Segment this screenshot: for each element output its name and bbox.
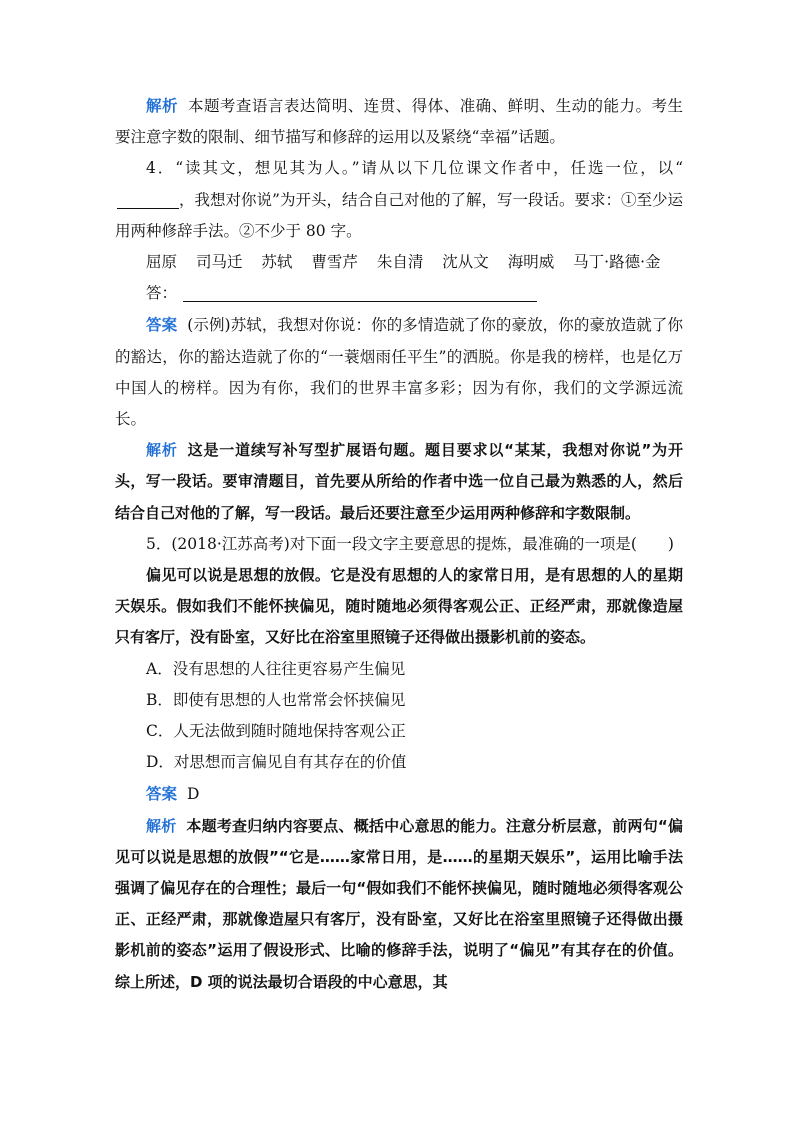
question-4-stem: 4．“读其文，想见其为人。”请从以下几位课文作者中，任选一位，以“，我想对你说”为开头，结合自己对他的了解，写一段话。要求：①至少运用两种修辞手法。②不少于 80 字。	[115, 159, 683, 240]
author-item: 海明威	[507, 253, 555, 272]
answer-label: 答案	[146, 315, 178, 335]
fill-blank	[117, 190, 179, 209]
answer-label: 答案	[146, 784, 178, 804]
option-c: C．人无法做到随时随地保持客观公正	[146, 722, 406, 741]
author-item: 沈从文	[442, 253, 489, 272]
answer-text: D	[187, 785, 200, 804]
author-item: 朱自清	[376, 253, 424, 272]
answer-text: (示例)苏轼，我想对你说：你的多情造就了你的豪放，你的豪放造就了你的豁达，你的豁达造就了你的“一蓑烟雨任平生”的洒脱。你是我的榜样，也是亿万中国人的榜样。因为有你，我们的世界丰富多彩；因为有你，我们的文学源远流长。	[115, 316, 683, 429]
option-d: D．对思想而言偏见自有其存在的价值	[146, 753, 407, 772]
analysis-paragraph-q5	[115, 811, 683, 998]
analysis-text: 本题考查归纳内容要点、概括中心意思的能力。注意分析层意，前两句“偏见可以说是思想的放假”“它是……家常日用，是……的星期天娱乐”，运用比喻手法强调了偏见存在的合理性；最后一句“假如我们不能怀挟偏见，随时随地必须得客观公正、正经严肃，那就像造屋只有客厅，没有卧室，又好比在浴室里照镜子还得做出摄影机前的姿态”运用了假设形式、比喻的修辞手法，说明了“偏见”有其存在的价值。综上所述，D 项的说法最切合语段的中心意思，其	[115, 816, 683, 991]
option-a: A．没有思想的人往往更容易产生偏见	[146, 659, 406, 678]
author-item: 苏轼	[261, 253, 293, 272]
author-list	[115, 247, 683, 278]
question-5-passage: 偏见可以说是思想的放假。它是没有思想的人的家常日用，是有思想的人的星期天娱乐。假如我们不能怀挟偏见，随时随地必须得客观公正、正经严肃，那就像造屋只有客厅，没有卧室，又好比在浴室里照镜子还得做出摄影机前的姿态。	[115, 566, 683, 647]
question-5-stem: 5．(2018·江苏高考)对下面一段文字主要意思的提炼，最准确的一项是( )	[146, 534, 674, 553]
analysis-label: 解析	[146, 96, 178, 115]
analysis-paragraph-1	[115, 90, 683, 153]
document-page	[115, 90, 683, 998]
analysis-label: 解析	[146, 816, 177, 835]
author-item: 马丁·路德·金	[573, 253, 661, 272]
option-b: B．即使有思想的人也常常会怀挟偏见	[146, 690, 406, 709]
answer-paragraph-q4	[115, 309, 683, 435]
analysis-text: 这是一道续写补写型扩展语句题。题目要求以“某某，我想对你说”为开头，写一段话。要审清题目，首先要从所给的作者中选一位自己最为熟悉的人，然后结合自己对他的了解，写一段话。最后还要注意至少运用两种修辞和字数限制。	[115, 441, 683, 522]
author-item: 司马迁	[195, 253, 243, 272]
answer-paragraph-q5	[115, 778, 683, 810]
analysis-text: 本题考查语言表达简明、连贯、得体、准确、鲜明、生动的能力。考生要注意字数的限制、细节描写和修辞的运用以及紧绕“幸福”话题。	[115, 97, 683, 147]
answer-prompt: 答：	[146, 284, 178, 303]
author-item: 曹雪芹	[311, 253, 358, 272]
analysis-paragraph-q4	[115, 435, 683, 529]
author-item: 屈原	[146, 253, 178, 272]
answer-prompt-line	[115, 278, 683, 309]
analysis-label: 解析	[146, 441, 178, 460]
answer-underline	[183, 281, 537, 302]
